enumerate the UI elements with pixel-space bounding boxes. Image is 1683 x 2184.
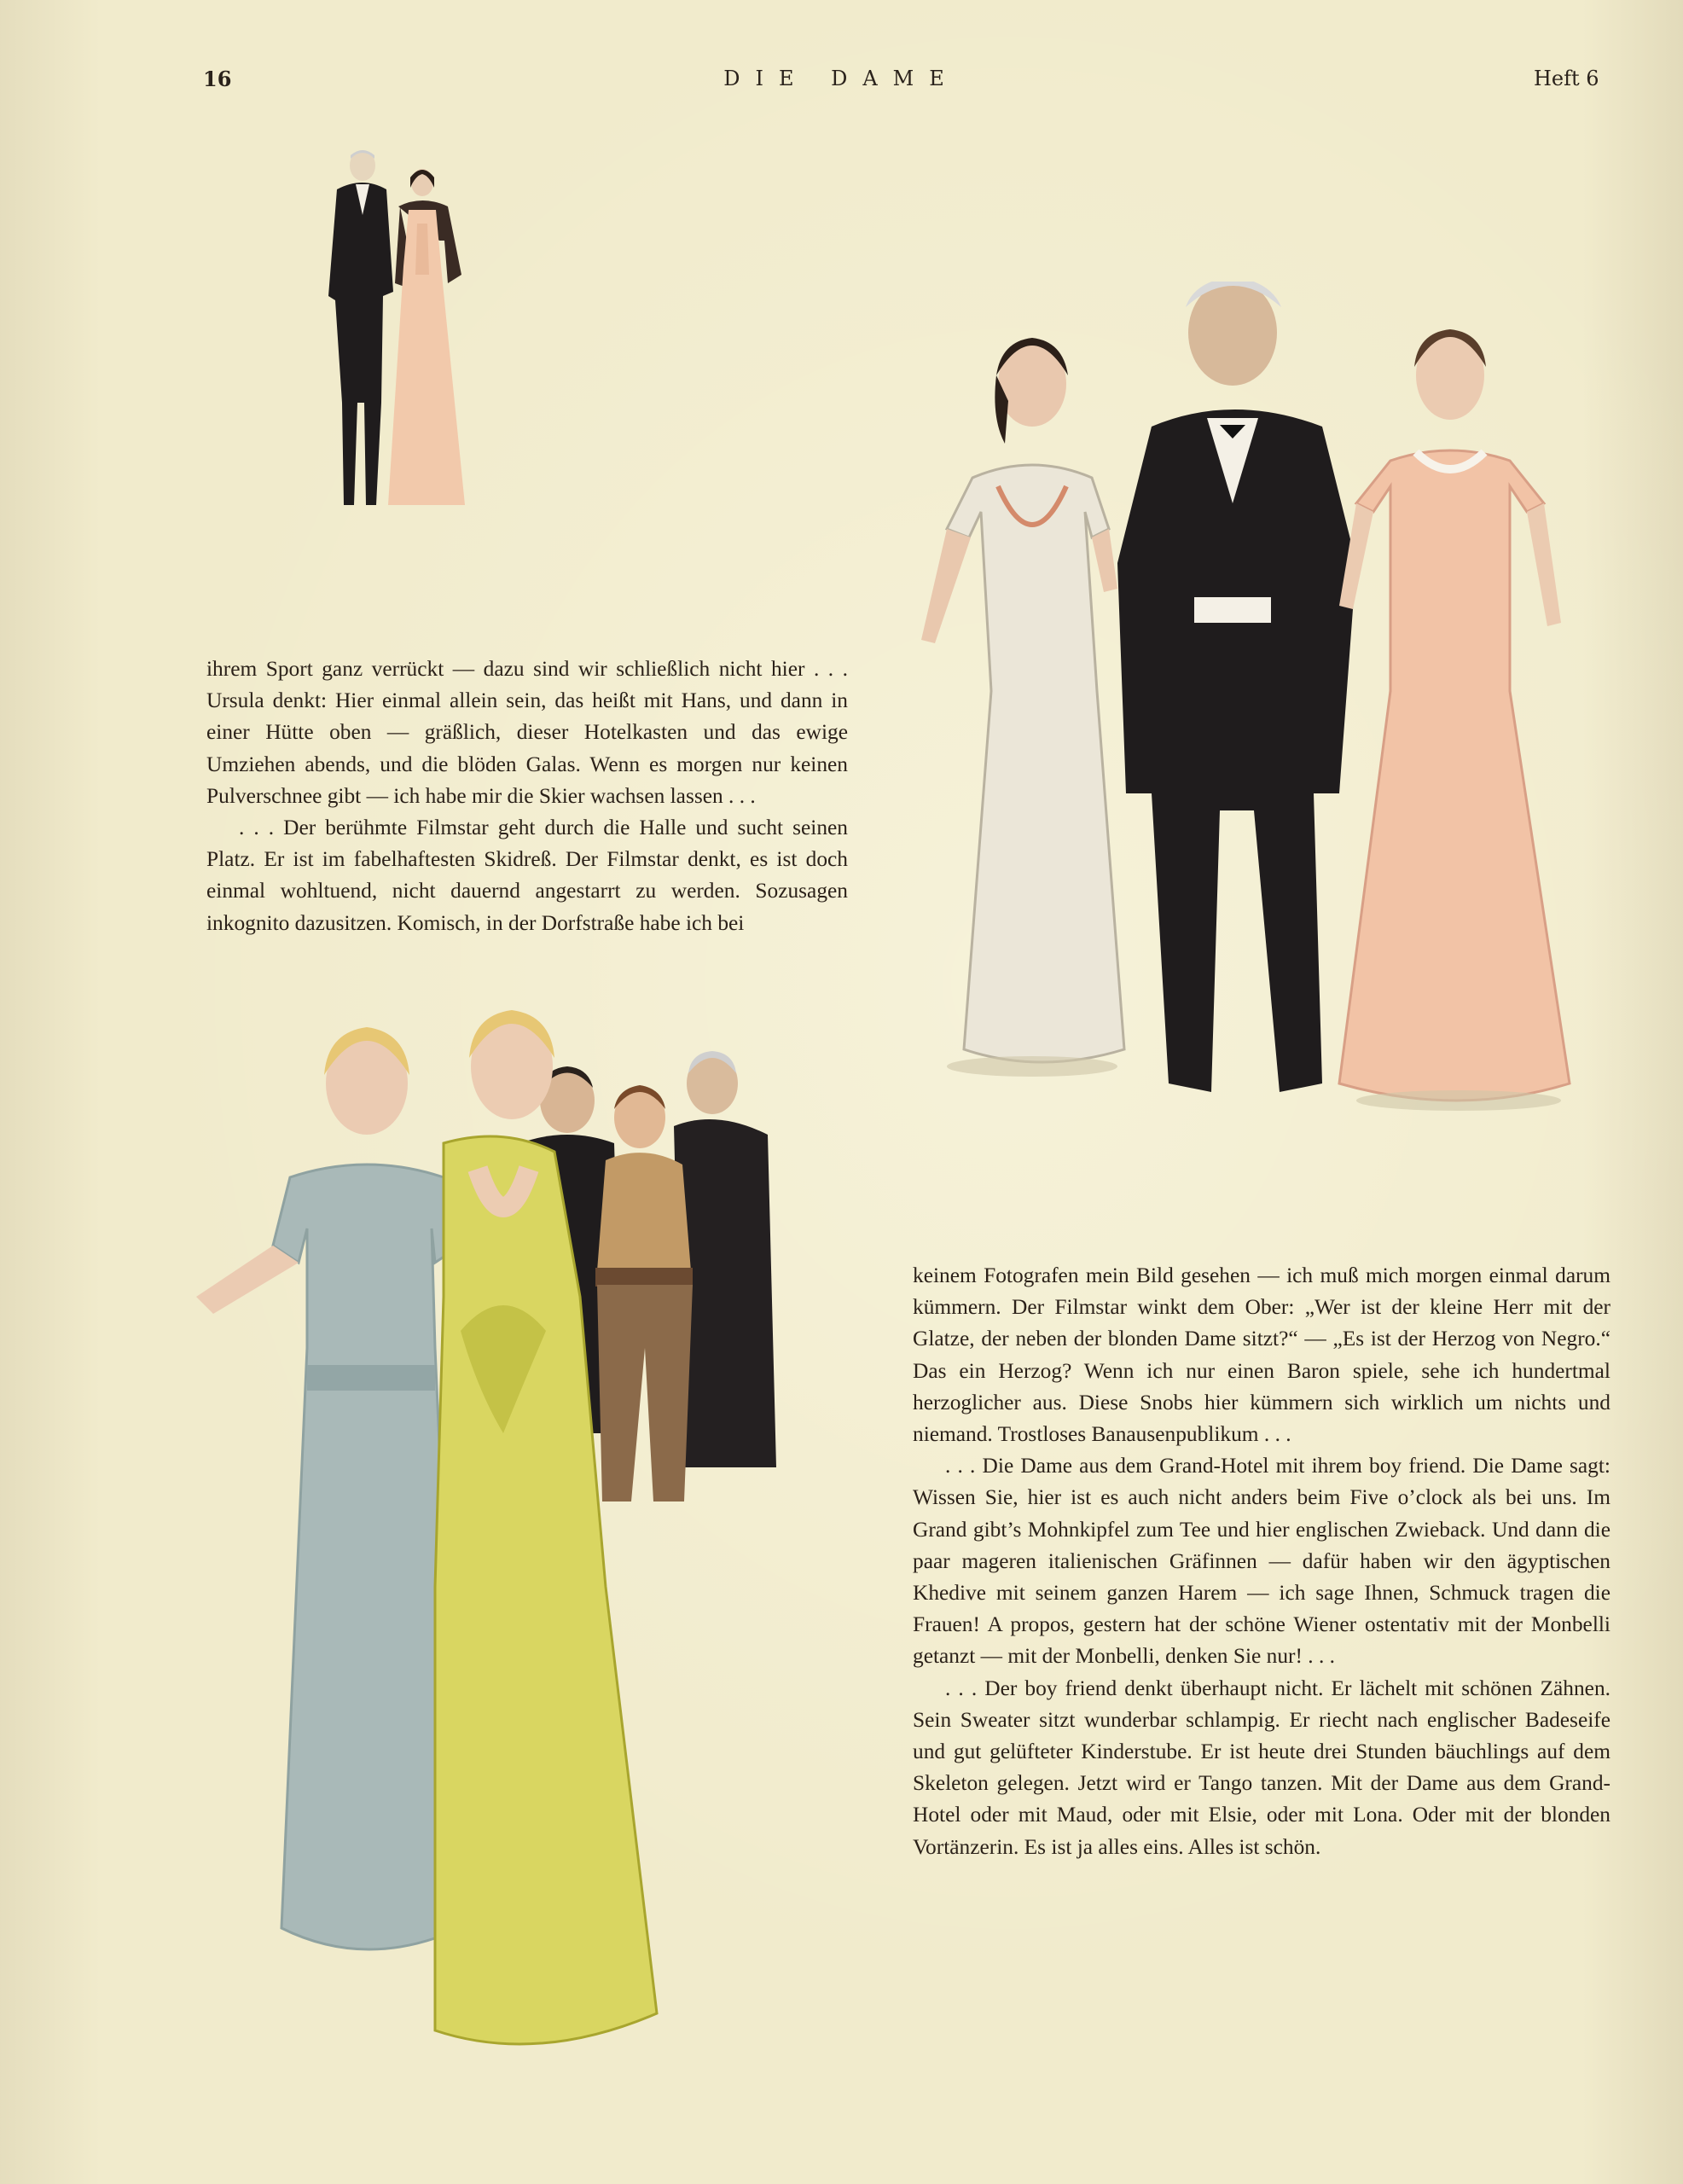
page-number: 16 (203, 67, 232, 91)
paragraph: keinem Fotografen mein Bild gesehen — ich muß mich morgen einmal darum kümmern. Der Filmstar winkt dem Ober: „Wer ist der kleine Herr mit der Glatze, der neben der blonden Dame sitzt?“ — „Es ist der Herzog von Negro.“ Das ein Herzog? Wenn ich nur einen Baron spiele, sehe ich hundertmal herzoglicher aus. Diese Snobs hier kümmern sich wirklich um nichts und niemand. Trostloses Banausenpublikum . . . (913, 1263, 1610, 1447)
article-column-right (913, 1260, 1610, 1863)
trio-illustration (896, 282, 1604, 1203)
magazine-title: DIE DAME (723, 67, 960, 90)
paragraph: ihrem Sport ganz verrückt — dazu sind wir schließlich nicht hier . . . Ursula denkt: Hier einmal allein sein, das heißt mit Hans, und dann in einer Hütte oben — gräßlich, dieser Hotelkasten und das ewige Umziehen abends, und die blöden Galas. Wenn es morgen nur keinen Pulverschnee gibt — ich habe mir die Skier wachsen lassen . . . (206, 657, 848, 808)
paragraph: . . . Der berühmte Filmstar geht durch die Halle und sucht seinen Platz. Er ist im fabelhaftesten Skidreß. Der Filmstar denkt, es ist doch einmal wohltuend, nicht dauernd angestarrt zu werden. Sozusagen inkognito dazusitzen. Komisch, in der Dorfstraße habe ich bei (206, 816, 848, 935)
paragraph: . . . Die Dame aus dem Grand-Hotel mit ihrem boy friend. Die Dame sagt: Wissen Sie, hier ist es auch nicht anders beim Five o’clock als bei uns. Im Grand gibt’s Mohnkipfel zum Tee und hier englischen Zwieback. Und dann die paar mageren italienischen Gräfinnen — dafür haben wir den ägyptischen Khedive mit seinem ganzen Harem — ich sage Ihnen, Schmuck tragen die Frauen! A propos, gestern hat der schöne Wiener ostentativ mit der Monbelli getanzt — mit der Monbelli, denken Sie nur! . . . (913, 1454, 1610, 1669)
small-couple-illustration (294, 147, 490, 522)
issue-label: Heft 6 (1534, 67, 1599, 90)
page-header (0, 67, 1683, 101)
paragraph: . . . Der boy friend denkt überhaupt nicht. Er lächelt mit schönen Zähnen. Sein Sweater sitzt wunderbar schlampig. Er riecht nach englischer Badeseife und gut gelüfteter Kinderstube. Er ist heute drei Stunden bäuchlings auf dem Skeleton gelegen. Jetzt wird er Tango tanzen. Mit der Dame aus dem Grand-Hotel oder mit Maud, oder mit Elsie, oder mit Lona. Oder mit der blonden Vortänzerin. Es ist ja alles eins. Alles ist schön. (913, 1676, 1610, 1859)
article-column-left (206, 653, 848, 939)
group-illustration (179, 990, 862, 2056)
